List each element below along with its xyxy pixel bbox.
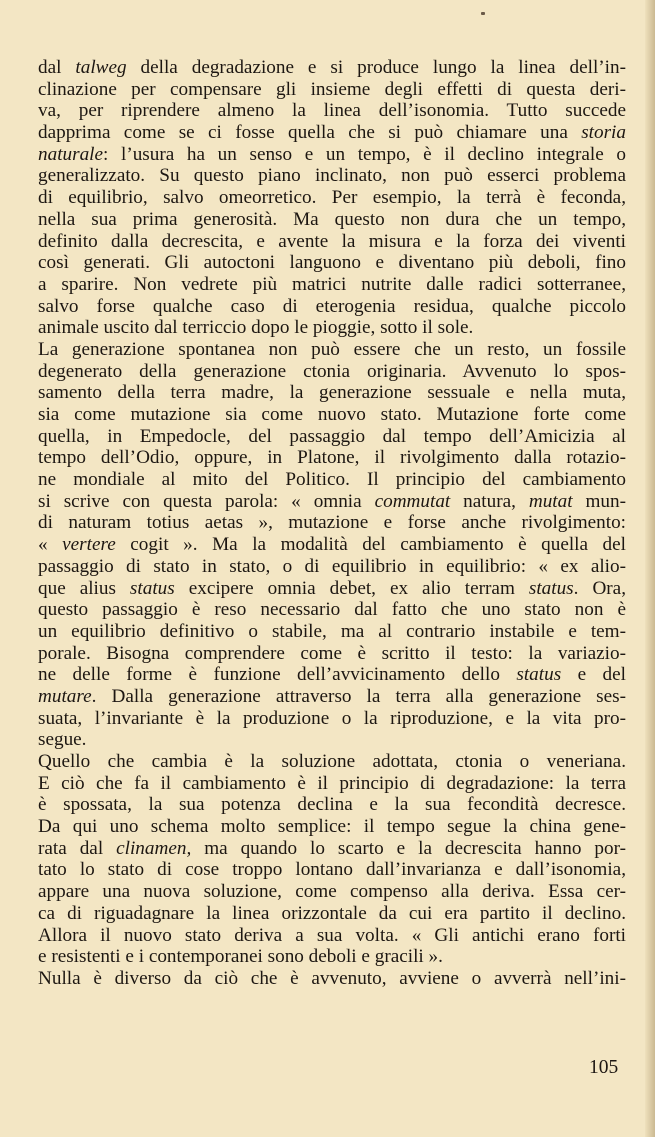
text-line: [38, 491, 626, 513]
text-run: dapprima come se ci fosse quella che si può chiamare una: [38, 122, 582, 144]
text-line: [38, 946, 626, 968]
text-line: [38, 621, 626, 643]
page-edge-shadow: [645, 0, 655, 1137]
text-run: Allora il nuovo stato deriva a sua volta. « Gli antichi erano forti: [38, 924, 626, 946]
text-line: [38, 144, 626, 166]
italic-term: mutare: [38, 685, 92, 707]
text-run: così generati. Gli autoctoni languono e diventano più deboli, fino: [38, 252, 626, 274]
text-line: [38, 751, 626, 773]
text-line: [38, 122, 626, 144]
text-run: Da qui uno schema molto semplice: il tempo segue la china gene-: [38, 816, 626, 838]
text-run: porale. Bisogna comprendere come è scritto il testo: la variazio-: [38, 642, 626, 664]
text-line: [38, 339, 626, 361]
italic-term: vertere: [62, 534, 116, 556]
text-line: [38, 512, 626, 534]
text-line: [38, 729, 626, 751]
italic-term: mutat: [528, 490, 573, 512]
text-run: passaggio di stato in stato, o di equilibrio in equilibrio: « ex alio-: [38, 555, 626, 577]
text-run: samento della terra madre, la generazione sessuale e nella muta,: [38, 382, 626, 404]
text-line: [38, 447, 626, 469]
text-line: [38, 100, 626, 122]
text-line: [38, 838, 626, 860]
italic-term: status: [528, 577, 574, 599]
text-line: [38, 361, 626, 383]
text-run: nella sua prima generosità. Ma questo non dura che un tempo,: [38, 208, 626, 230]
text-line: [38, 708, 626, 730]
text-line: [38, 187, 626, 209]
text-line: [38, 382, 626, 404]
text-run: sia come mutazione sia come nuovo stato. Mutazione forte come: [38, 404, 626, 425]
text-run: va, per riprendere almeno la linea dell’isonomia. Tutto succede: [38, 100, 626, 122]
text-line: [38, 773, 626, 795]
text-run: La generazione spontanea non può essere che un resto, un fossile: [38, 338, 626, 360]
text-line: [38, 881, 626, 903]
text-line: [38, 664, 626, 686]
text-run: salvo forse qualche caso di eterogenia residua, qualche piccolo: [38, 295, 626, 317]
italic-term: talweg: [75, 57, 127, 78]
italic-term: status: [516, 664, 562, 686]
italic-term: naturale: [38, 143, 104, 165]
text-run: . Dalla generazione attraverso la terra alla generazione ses-: [91, 685, 626, 707]
text-run: e resistenti e i contemporanei sono deboli e gracili ».: [38, 946, 443, 968]
text-run: generalizzato. Su questo piano inclinato, non può esserci problema: [38, 165, 626, 187]
text-run: ne delle forme è funzione dell’avvicinamento dello: [38, 664, 517, 686]
text-run: Quello che cambia è la soluzione adottata, ctonia o veneriana.: [38, 751, 626, 772]
text-run: definito dalla decrescita, e avente la misura e la forza dei viventi: [38, 230, 626, 252]
text-run: quella, in Empedocle, del passaggio dal tempo dell’Amicizia al: [38, 425, 626, 447]
text-run: . Ora,: [573, 577, 626, 599]
text-run: animale uscito dal terriccio dopo le pioggie, sotto il sole.: [38, 317, 474, 339]
ink-speck: [481, 12, 485, 15]
text-run: : l’usura ha un senso e un tempo, è il declino integrale o: [103, 143, 626, 165]
text-run: cogit ». Ma la modalità del cambiamento è quella del: [115, 534, 626, 556]
text-run: dal: [38, 57, 76, 78]
text-line: [38, 426, 626, 448]
text-run: ne mondiale al mito del Politico. Il principio del cambiamento: [38, 469, 626, 491]
page-number: 105: [589, 1057, 619, 1078]
text-line: [38, 296, 626, 318]
text-line: [38, 252, 626, 274]
text-run: e del: [561, 664, 626, 686]
text-run: questo passaggio è reso necessario dal fatto che uno stato non è: [38, 599, 626, 621]
text-run: suata, l’invariante è la produzione o la riproduzione, e la vita pro-: [38, 707, 626, 729]
italic-term: status: [129, 577, 175, 599]
text-run: segue.: [38, 729, 87, 751]
text-run: si scrive con questa parola: « omnia: [38, 490, 375, 512]
text-line: [38, 556, 626, 578]
text-run: a sparire. Non vedrete più matrici nutrite dalle radici sotterranee,: [38, 273, 626, 295]
text-line: [38, 968, 626, 990]
text-line: [38, 816, 626, 838]
text-run: «: [38, 534, 63, 556]
italic-term: storia: [581, 122, 626, 144]
text-line: [38, 794, 626, 816]
text-line: [38, 859, 626, 881]
text-run: tato lo stato di cose troppo lontano dall’invarianza e dall’isonomia,: [38, 859, 626, 881]
text-run: natura,: [450, 490, 529, 512]
text-run: è spossata, la sua potenza declina e la sua fecondità decresce.: [38, 794, 626, 816]
text-run: degenerato della generazione ctonia originaria. Avvenuto lo spos-: [38, 360, 626, 382]
text-run: tempo dell’Odio, oppure, in Platone, il rivolgimento dalla rotazio-: [38, 447, 626, 469]
text-line: [38, 317, 626, 339]
text-line: [38, 404, 626, 426]
text-run: E ciò che fa il cambiamento è il principio di degradazione: la terra: [38, 772, 626, 794]
italic-term: clinamen,: [116, 837, 192, 859]
text-run: appare una nuova soluzione, come compenso alla deriva. Essa cer-: [38, 881, 626, 903]
body-text: [38, 57, 626, 990]
text-line: [38, 925, 626, 947]
text-line: [38, 209, 626, 231]
text-run: Nulla è diverso da ciò che è avvenuto, avviene o avverrà nell’ini-: [38, 967, 626, 989]
text-run: que alius: [38, 577, 130, 599]
text-run: ca di riguadagnare la linea orizzontale da cui era partito il declino.: [38, 902, 626, 924]
text-run: rata dal: [38, 837, 117, 859]
text-line: [38, 578, 626, 600]
text-line: [38, 165, 626, 187]
text-run: di equilibrio, salvo omeorretico. Per esempio, la terrà è feconda,: [38, 187, 626, 209]
text-run: di naturam totius aetas », mutazione e forse anche rivolgimento:: [38, 512, 626, 534]
text-run: mun-: [572, 490, 626, 512]
text-line: [38, 79, 626, 101]
text-line: [38, 231, 626, 253]
text-run: clinazione per compensare gli insieme degli effetti di questa deri-: [38, 78, 626, 100]
text-line: [38, 903, 626, 925]
text-line: [38, 57, 626, 79]
text-run: ma quando lo scarto e la decrescita hanno por-: [191, 837, 626, 859]
text-line: [38, 274, 626, 296]
text-run: excipere omnia debet, ex alio terram: [174, 577, 529, 599]
italic-term: commutat: [374, 490, 451, 512]
text-line: [38, 643, 626, 665]
text-line: [38, 686, 626, 708]
text-run: un equilibrio definitivo o stabile, ma al contrario instabile e tem-: [38, 620, 626, 642]
text-line: [38, 469, 626, 491]
text-run: della degradazione e si produce lungo la linea dell’in-: [126, 57, 626, 78]
text-line: [38, 599, 626, 621]
text-line: [38, 534, 626, 556]
